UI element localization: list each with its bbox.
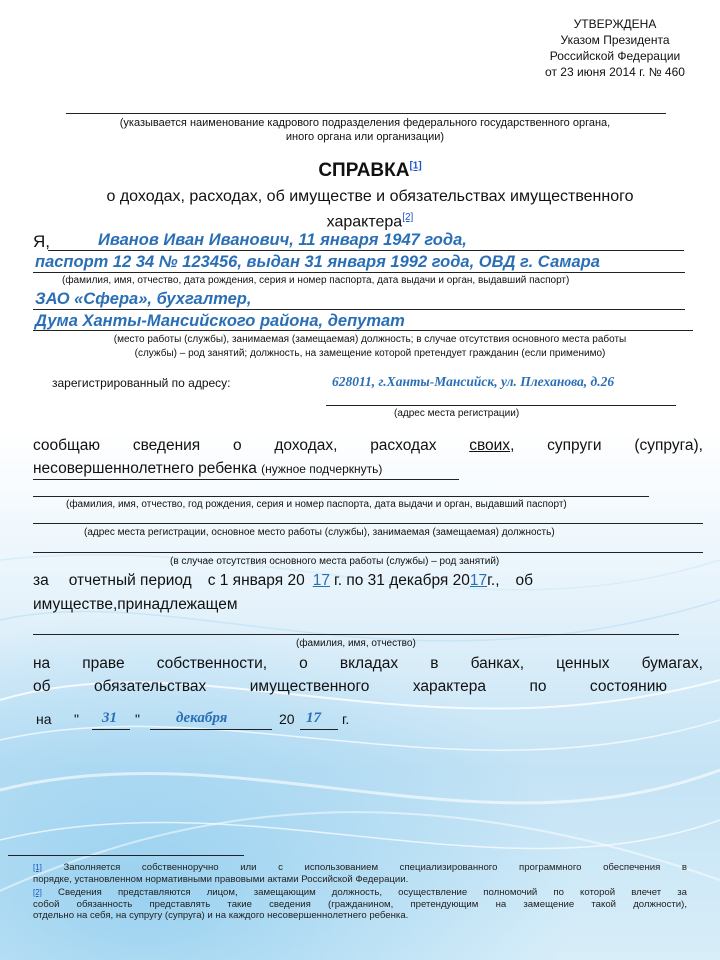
period-year-start: 17 <box>312 572 330 589</box>
address-label: зарегистрированный по адресу: <box>52 376 231 390</box>
date-day: 31 <box>102 710 117 726</box>
declarant-work-value-1: ЗАО «Сфера», бухгалтер, <box>35 290 252 308</box>
owner-underline <box>33 634 679 635</box>
address-underline <box>326 405 676 406</box>
date-quote-open: " <box>74 711 79 727</box>
title-main: СПРАВКА <box>318 160 410 181</box>
report-note: (нужное подчеркнуть) <box>261 462 383 476</box>
department-underline <box>66 113 666 114</box>
relative-caption-1: (фамилия, имя, отчество, год рождения, серия и номер паспорта, дата выдачи и орган, выдавший паспорт) <box>66 499 567 510</box>
declarant-passport-value: паспорт 12 34 № 123456, выдан 31 января 1992 года, ОВД г. Самара <box>35 253 600 271</box>
declarant-passport-caption: (фамилия, имя, отчество, дата рождения, серия и номер паспорта, дата выдачи и орган, выдавший паспорт) <box>62 275 570 286</box>
document-subtitle: о доходах, расходах, об имуществе и обязательствах имущественного характера[2] <box>106 188 634 231</box>
footnote-1-line-1: [1] Заполняется собственноручно или с использованием специализированного программного обеспечения в <box>33 862 687 873</box>
ownership-line-1: на праве собственности, о вкладах в банках, ценных бумагах, <box>33 655 703 672</box>
date-suffix: г. <box>342 711 350 727</box>
own-underlined: своих <box>469 437 511 454</box>
title-footnote-link[interactable]: [1] <box>409 160 422 172</box>
footnote-1-ref[interactable]: [1] <box>33 863 42 872</box>
approval-line-2: Указом Президента <box>560 33 670 47</box>
ownership-line-2: об обязательствах имущественного характера по состоянию <box>33 678 667 695</box>
declarant-name-value: Иванов Иван Иванович, 11 января 1947 года, <box>98 231 467 249</box>
footnote-2-ref[interactable]: [2] <box>33 888 42 897</box>
date-day-underline <box>92 729 130 730</box>
address-caption: (адрес места регистрации) <box>394 408 520 419</box>
declarant-work-value-2: Дума Ханты-Мансийского района, депутат <box>35 312 405 330</box>
address-value: 628011, г.Ханты-Мансийск, ул. Плеханова, д.26 <box>332 374 615 389</box>
date-year-prefix: 20 <box>279 711 295 727</box>
date-prefix: на <box>36 711 52 727</box>
declarant-prefix: Я, <box>33 232 50 251</box>
footnotes <box>33 862 687 922</box>
relative-caption-3: (в случае отсутствия основного места работы (службы) – род занятий) <box>170 556 500 567</box>
owner-caption: (фамилия, имя, отчество) <box>296 638 416 649</box>
relative-underline-1 <box>33 496 649 497</box>
approval-line-1: УТВЕРЖДЕНА <box>573 17 657 31</box>
declarant-work-underline-1 <box>33 309 685 310</box>
department-caption: (указывается наименование кадрового подразделения федерального государственного органа, иного органа или организации) <box>119 117 611 143</box>
relative-underline-2 <box>33 523 703 524</box>
period-line: за отчетный период с 1 января 20 17 г. по 31 декабря 2017г., об <box>33 572 533 589</box>
footnote-2-line-3: отдельно на себя, на супругу (супруга) и на каждого несовершеннолетнего ребенка. <box>33 910 409 921</box>
period-year-end: 17 <box>469 572 488 589</box>
footnote-1-line-2: порядке, установленном нормативными правовыми актами Российской Федерации. <box>33 873 409 885</box>
date-month-underline <box>150 729 272 730</box>
declarant-passport-underline <box>33 272 685 273</box>
relative-caption-2: (адрес места регистрации, основное место работы (службы), занимаемая (замещаемая) должность) <box>84 527 555 538</box>
property-owner-label: имуществе,принадлежащем <box>33 596 238 613</box>
date-month: декабря <box>176 710 228 726</box>
subtitle-footnote-link[interactable]: [2] <box>402 212 414 223</box>
document-title <box>0 160 720 182</box>
approval-line-3: Российской Федерации <box>549 49 681 63</box>
approval-line-4: от 23 июня 2014 г. № 460 <box>545 65 685 79</box>
footnote-separator <box>8 855 244 856</box>
report-line2-underline <box>33 479 459 480</box>
report-line-2: несовершеннолетнего ребенка (нужное подчеркнуть) <box>33 460 383 477</box>
relative-underline-3 <box>33 552 703 553</box>
date-quote-close: " <box>135 711 140 727</box>
report-line-1: сообщаю сведения о доходах, расходах своих, супруги (супруга), <box>33 437 703 454</box>
declarant-name-underline <box>48 250 684 251</box>
declarant-work-underline-2 <box>33 330 693 331</box>
declarant-work-caption: (место работы (службы), занимаемая (замещаемая) должность; в случае отсутствия основного места работы (службы) – род занятий; должность, на замещение которой претендует гражданин (если применимо) <box>113 334 627 359</box>
approval-stamp <box>530 16 700 80</box>
footnote-2-line-1: [2] Сведения представляются лицом, замещающим должность, осуществление полномочий по которой влечет за <box>33 887 687 898</box>
footnote-2-line-2: собой обязанность представлять такие сведения (гражданином, претендующим на замещение такой должности), <box>33 898 687 910</box>
date-year-underline <box>300 729 338 730</box>
date-year: 17 <box>306 710 321 726</box>
